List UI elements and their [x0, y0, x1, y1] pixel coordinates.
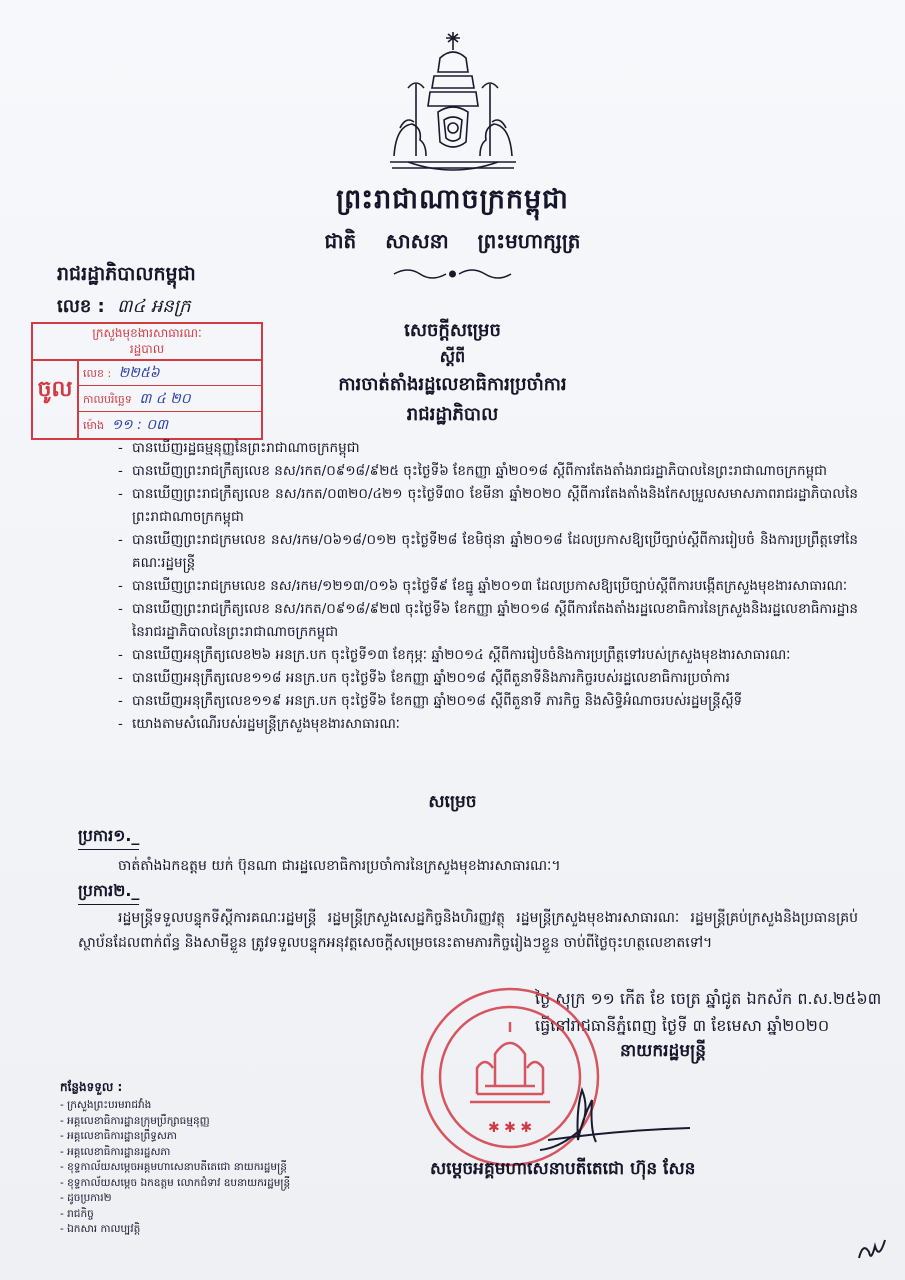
- recipient-item: - ខុទ្ទកាល័យសម្ដេចអគ្គមហាសេនាបតីតេជោ នាយករដ្ឋមន្ត្រី: [60, 1161, 287, 1173]
- recipient-item: - អគ្គលេខាធិការដ្ឋានក្រុមប្រឹក្សាធម្មនុញ្ញ: [60, 1114, 210, 1127]
- stamp-number-value: ២២៥៦: [118, 365, 160, 381]
- stamp-number-label: លេខ :: [83, 367, 112, 380]
- visa-list: [118, 437, 858, 736]
- kingdom-heading: ព្រះរាជាណាចក្រកម្ពុជា: [336, 184, 569, 215]
- ornament-divider-icon: [390, 266, 515, 282]
- stamp-time-value: ១១ : ០៣: [111, 417, 169, 433]
- lunar-date: ថ្ងៃ សុក្រ ១១ កើត ខែ ចេត្រ ឆ្នាំជូត ឯកស័ក ព.ស.២៥៦៣: [535, 989, 882, 1008]
- decision-subject: ការចាត់តាំងរដ្ឋលេខាធិការប្រចាំការ: [338, 374, 567, 395]
- visa-item: - បានឃើញអនុក្រឹត្យលេខ១១៩ អនក្រ.បក ចុះថ្ងៃទី៦ ខែកញ្ញា ឆ្នាំ២០១៨ ស្ដីពីតួនាទី ភារកិច្ច និងសិទ្ធិអំណាចរបស់រដ្ឋមន្ត្រីស្ដីទី: [118, 690, 858, 713]
- recipient-item: - ខុទ្ទកាល័យសម្ដេច ឯកឧត្តម លោកជំទាវ ឧបនាយករដ្ឋមន្ត្រី: [60, 1176, 291, 1189]
- issuing-body: រាជរដ្ឋាភិបាល: [406, 404, 499, 425]
- document-number-value: ៣៤ អនក្រ: [117, 296, 191, 317]
- stamp-unit: រដ្ឋបាល: [129, 342, 165, 356]
- stamp-incoming-label: ចូល: [33, 360, 79, 438]
- visa-item: - បានឃើញអនុក្រឹត្យលេខ១១៨ អនក្រ.បក ចុះថ្ងៃទី៦ ខែកញ្ញា ឆ្នាំ២០១៨ ស្ដីពីតួនាទីនិងភារកិច្ចរបស់រដ្ឋលេខាធិការប្រចាំការ: [118, 667, 858, 690]
- recipient-item: - ឯកសារ កាលប្បវត្តិ: [60, 1223, 141, 1235]
- stamp-ministry: ក្រសួងមុខងារសាធារណៈ: [92, 326, 202, 340]
- article-2-label: ប្រការ២._: [78, 880, 139, 905]
- visa-item: - បានឃើញព្រះរាជក្រឹត្យលេខ នស/រកត/០៣២០/៤២១ ចុះថ្ងៃទី៣០ ខែមីនា ឆ្នាំ២០២០ ស្ដីពីការតែងតាំងនិងកែសម្រួលសមាសភាពរាជរដ្ឋាភិបាលនៃព្រះរាជាណាចក្រកម្ពុជា: [118, 483, 858, 529]
- signer-title: នាយករដ្ឋមន្ត្រី: [620, 1041, 706, 1061]
- stamp-time-label: ម៉ោង: [83, 419, 104, 432]
- decides-heading: សម្រេច: [428, 792, 477, 812]
- visa-item: - បានឃើញព្រះរាជក្រមលេខ នស/រកម/១២១៣/០១៦ ចុះថ្ងៃទី៩ ខែធ្នូ ឆ្នាំ២០១៣ ដែលប្រកាសឱ្យប្រើច្បាប់ស្ដីពីការបង្កើតក្រសួងមុខងារសាធារណៈ: [118, 575, 858, 598]
- visa-item: - បានឃើញរដ្ឋធម្មនុញ្ញនៃព្រះរាជាណាចក្រកម្ពុជា: [118, 437, 858, 460]
- recipients-list: [60, 1098, 290, 1238]
- visa-item: - បានឃើញអនុក្រឹត្យលេខ២៦ អនក្រ.បក ចុះថ្ងៃទី១៣ ខែកុម្ភៈ ឆ្នាំ២០១៤ ស្ដីពីការរៀបចំនិងការប្រព្រឹត្តទៅរបស់ក្រសួងមុខងារសាធារណៈ: [118, 644, 858, 667]
- recipient-item: - អគ្គលេខាធិការដ្ឋានព្រឹទ្ធសភា: [60, 1130, 177, 1142]
- stamp-date-label: កាលបរិច្ឆេទ: [83, 393, 132, 406]
- stamp-date-value: ៣ ៤ ២០: [139, 391, 191, 407]
- visa-item: - យោងតាមសំណើរបស់រដ្ឋមន្ត្រីក្រសួងមុខងារសាធារណៈ: [118, 713, 858, 736]
- recipient-item: - អគ្គលេខាធិការដ្ឋានរដ្ឋសភា: [60, 1145, 171, 1158]
- signer-name: សម្ដេចអគ្គមហាសេនាបតីតេជោ ហ៊ុន សែន: [430, 1159, 696, 1179]
- decision-title: សេចក្ដីសម្រេច: [404, 320, 501, 341]
- place-and-date: ធ្វើនៅរាជធានីភ្នំពេញ ថ្ងៃទី ៣ ខែមេសា ឆ្នាំ២០២០: [535, 1016, 830, 1035]
- government-name: រាជរដ្ឋាភិបាលកម្ពុជា: [57, 263, 196, 285]
- recipients-heading: កន្លែងទទួល :: [60, 1080, 123, 1094]
- article-2-text: រដ្ឋមន្ត្រីទទួលបន្ទុកទីស្ដីការគណៈរដ្ឋមន្ត្រី រដ្ឋមន្ត្រីក្រសួងសេដ្ឋកិច្ចនិងហិរញ្ញវត្ថុ រដ្ឋមន្ត្រីក្រសួងមុខងារសាធារណៈ រដ្ឋមន្ត្រីគ្រប់ក្រសួងនិងប្រធានគ្រប់ស្ថាប័នដែលពាក់ព័ន្ធ និងសាមីខ្លួន ត្រូវទទួលបន្ទុកអនុវត្តសេចក្ដីសម្រេចនេះតាមភារកិច្ចរៀងៗខ្លួន ចាប់ពីថ្ងៃចុះហត្ថលេខាតទៅ។: [78, 910, 858, 951]
- concerning-label: ស្ដីពី: [439, 347, 466, 366]
- visa-item: - បានឃើញព្រះរាជក្រឹត្យលេខ នស/រកត/០៩១៨/៩២៥ ចុះថ្ងៃទី៦ ខែកញ្ញា ឆ្នាំ២០១៨ ស្ដីពីការតែងតាំងរាជរដ្ឋាភិបាលនៃព្រះរាជាណាចក្រកម្ពុជា: [118, 460, 858, 483]
- recipient-item: - រាជកិច្ច: [60, 1207, 94, 1220]
- visa-item: - បានឃើញព្រះរាជក្រឹត្យលេខ នស/រកត/០៩១៨/៩២៧ ចុះថ្ងៃទី៦ ខែកញ្ញា ឆ្នាំ២០១៨ ស្ដីពីការតែងតាំងរដ្ឋលេខាធិការនៃក្រសួងនិងរដ្ឋលេខាធិការដ្ឋាននៃរាជរដ្ឋាភិបាលនៃព្រះរាជាណាចក្រកម្ពុជា: [118, 598, 858, 644]
- handwritten-signature-icon: [520, 1070, 700, 1160]
- document-number-label: លេខ :: [57, 296, 105, 317]
- recipient-item: - ដូចប្រការ២: [60, 1192, 112, 1204]
- recipient-item: - ក្រសួងព្រះបរមរាជវាំង: [60, 1099, 152, 1111]
- visa-item: - បានឃើញព្រះរាជក្រមលេខ នស/រកម/០៦១៨/០១២ ចុះថ្ងៃទី២៨ ខែមិថុនា ឆ្នាំ២០១៨ ដែលប្រកាសឱ្យប្រើច្បាប់ស្ដីពីការរៀបចំ និងការប្រព្រឹត្តទៅនៃគណៈរដ្ឋមន្ត្រី: [118, 529, 858, 575]
- svg-text:✱ ✱ ✱: ✱ ✱ ✱: [487, 1120, 533, 1136]
- article-1-text: ចាត់តាំងឯកឧត្តម យក់ ប៊ុនណា ជារដ្ឋលេខាធិការប្រចាំការនៃក្រសួងមុខងារសាធារណៈ។: [118, 858, 561, 874]
- handwritten-initials-icon: [855, 1232, 891, 1268]
- national-motto: ជាតិ សាសនា ព្រះមហាក្សត្រ: [324, 229, 581, 253]
- document-number: [57, 294, 191, 321]
- royal-arms-emblem: [378, 28, 528, 178]
- article-1-label: ប្រការ១._: [78, 825, 139, 850]
